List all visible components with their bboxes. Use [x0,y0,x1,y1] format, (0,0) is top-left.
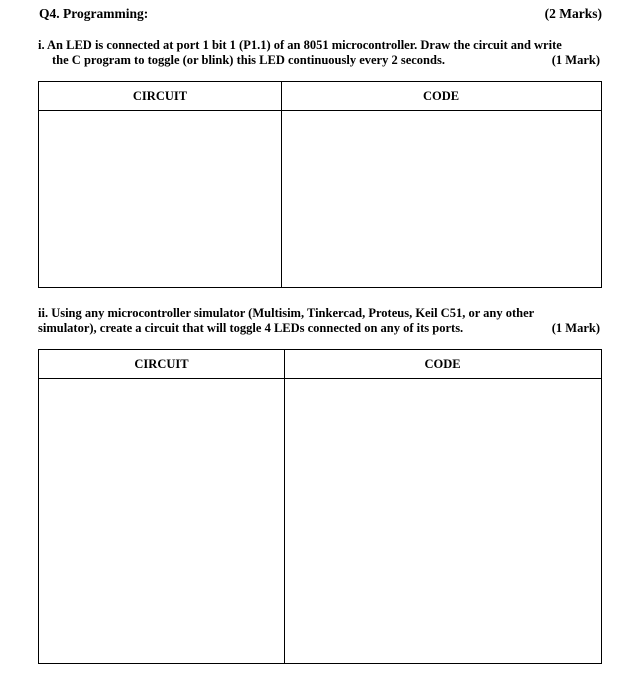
part1-marks: (1 Mark) [551,53,600,67]
part1-code-header: CODE [422,89,460,103]
part2-answer-table [38,349,602,664]
part1-code-answer-area[interactable] [282,111,601,287]
part2-line2: simulator), create a circuit that will toggle 4 LEDs connected on any of its ports. [38,321,464,335]
part2-marks: (1 Mark) [551,321,600,335]
part2-line1: ii. Using any microcontroller simulator (Multisim, Tinkercad, Proteus, Keil C51, or any other [38,306,535,320]
part1-line1: i. An LED is connected at port 1 bit 1 (P1.1) of an 8051 microcontroller. Draw the circuit and write [38,38,562,52]
part2-circuit-answer-area[interactable] [39,379,283,663]
part2-code-header: CODE [424,357,461,371]
part2-code-answer-area[interactable] [285,379,601,663]
part1-answer-table [38,81,602,288]
part2-circuit-header: CIRCUIT [134,357,189,371]
question-title: Q4. Programming: [39,6,149,21]
part1-circuit-header: CIRCUIT [132,89,188,103]
part1-line2: the C program to toggle (or blink) this LED continuously every 2 seconds. [52,53,445,67]
part1-circuit-answer-area[interactable] [39,111,280,287]
question-marks: (2 Marks) [544,6,602,21]
